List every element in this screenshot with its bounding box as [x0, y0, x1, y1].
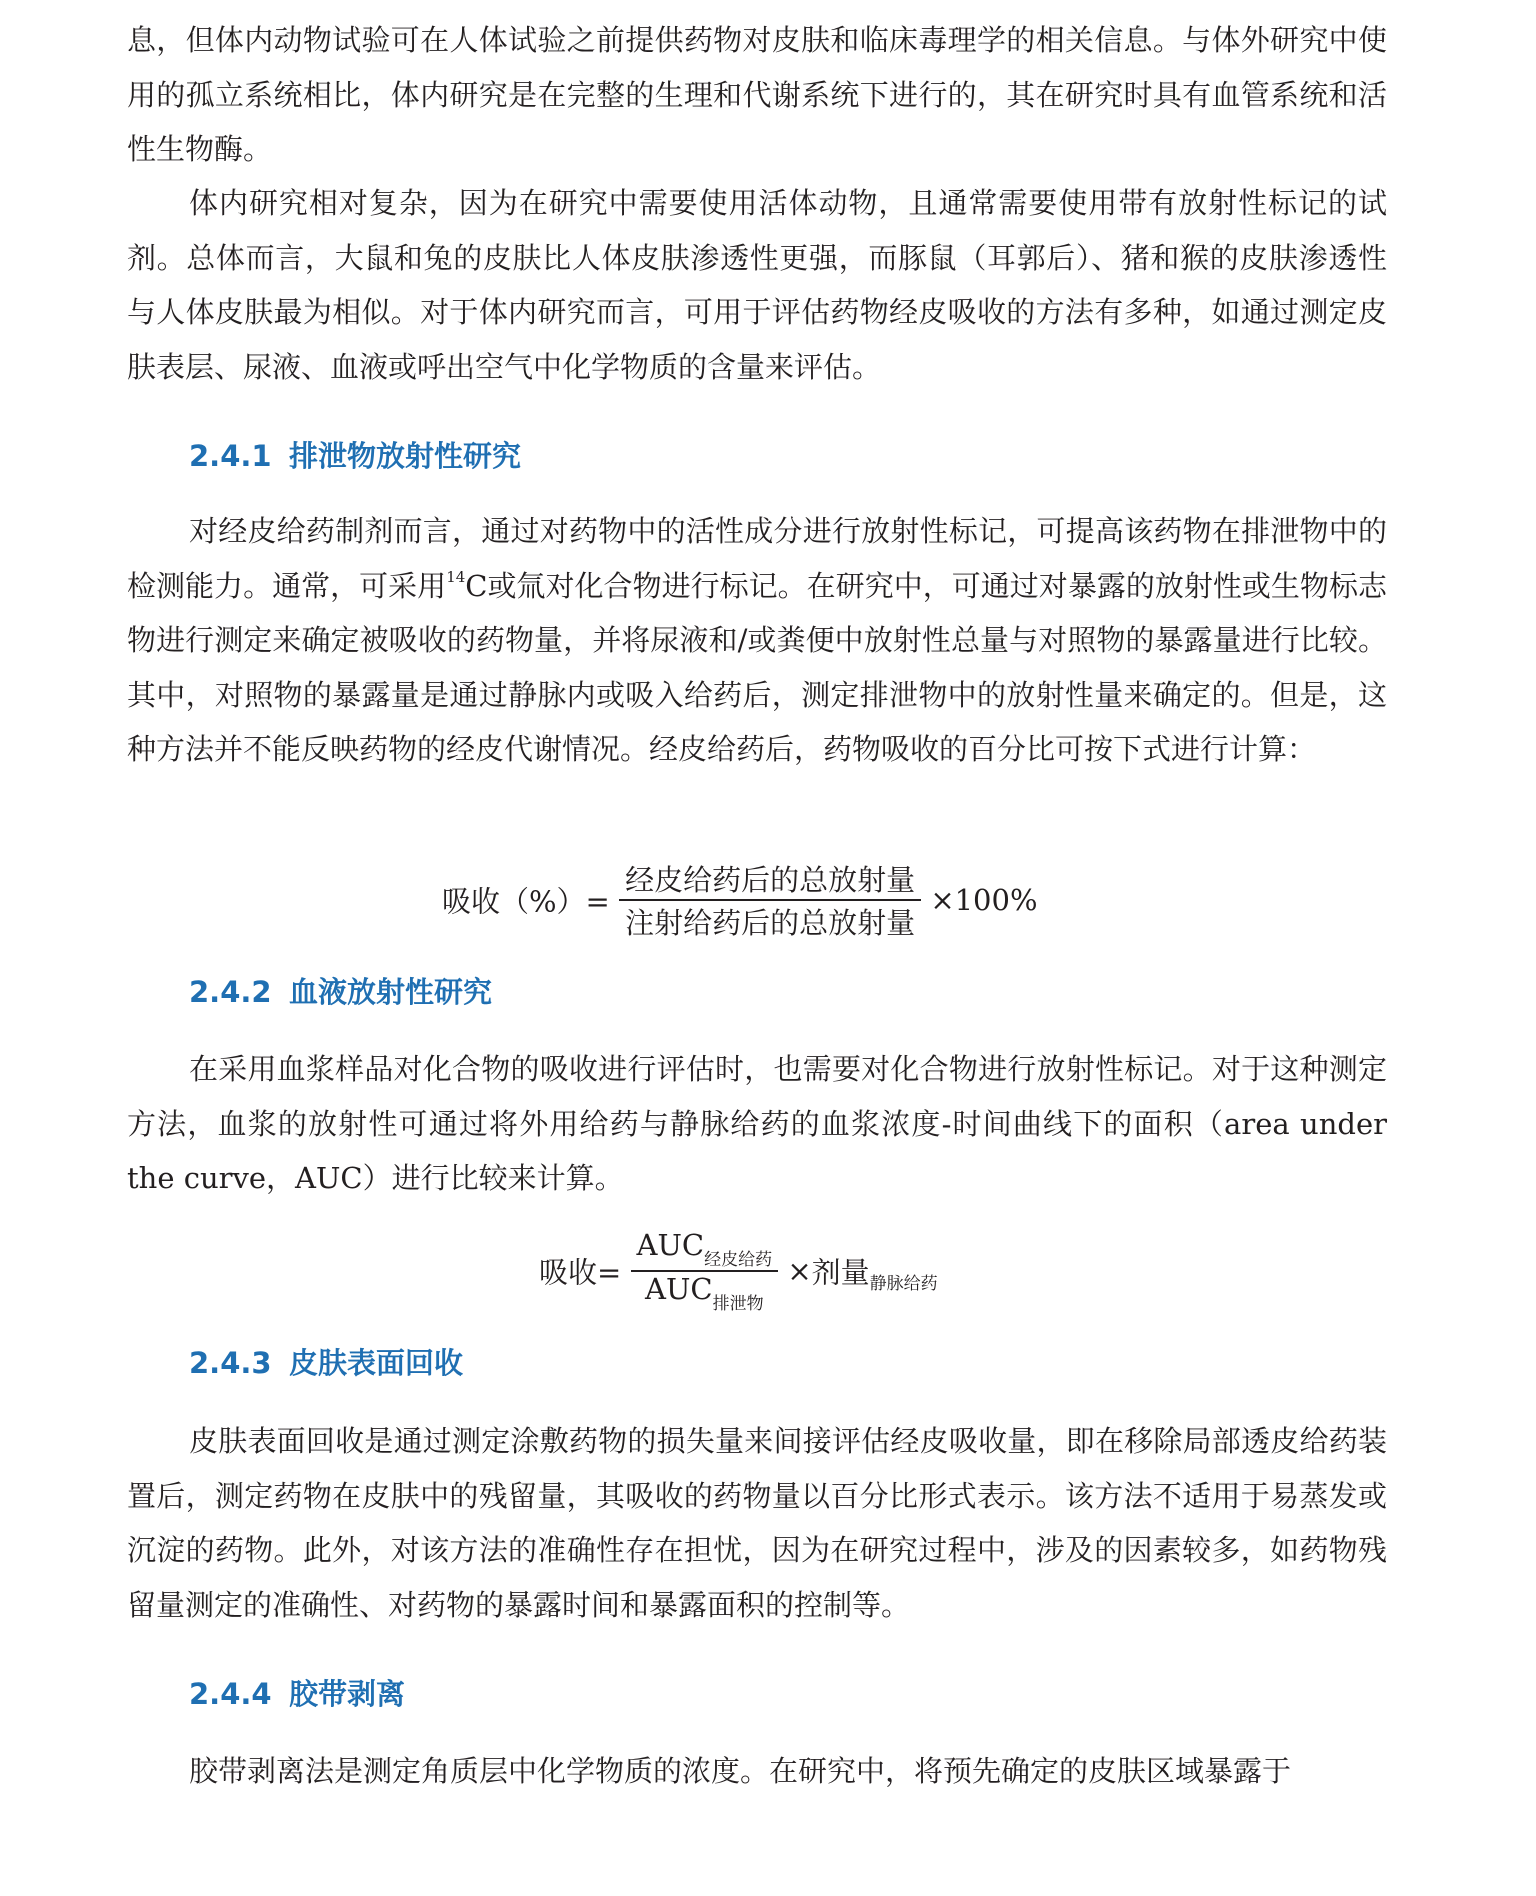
auc-label: AUC — [636, 1228, 705, 1262]
section-number: 2.4.4 — [189, 1677, 272, 1711]
paragraph-blood: 在采用血浆样品对化合物的吸收进行评估时，也需要对化合物进行放射性标记。对于这种测定方法，血浆的放射性可通过将外用给药与静脉给药的血浆浓度-时间曲线下的面积（area under the curve，AUC）进行比较来计算。 — [127, 1052, 1387, 1195]
section-number: 2.4.1 — [189, 439, 272, 473]
section-heading-2-4-3 — [127, 1343, 463, 1383]
paragraph-excreta — [127, 504, 1387, 777]
formula-numerator — [631, 1228, 779, 1270]
formula-fraction — [619, 858, 921, 942]
isotope-number: 14 — [446, 567, 466, 586]
formula-absorption-auc — [539, 1228, 938, 1314]
section-heading-2-4-4 — [127, 1674, 405, 1714]
section-heading-2-4-1 — [127, 436, 521, 476]
section-title: 皮肤表面回收 — [289, 1346, 464, 1380]
section-title: 胶带剥离 — [289, 1677, 406, 1711]
paragraph-intro: 息，但体内动物试验可在人体试验之前提供药物对皮肤和临床毒理学的相关信息。与体外研究中使用的孤立系统相比，体内研究是在完整的生理和代谢系统下进行的，其在研究时具有血管系统和活性生物酶。 — [127, 23, 1387, 166]
section-number: 2.4.2 — [189, 975, 272, 1009]
formula-lhs: 吸收= — [539, 1255, 622, 1290]
section-title: 排泄物放射性研究 — [289, 439, 522, 473]
paragraph-tape-stripping: 胶带剥离法是测定角质层中化学物质的浓度。在研究中，将预先确定的皮肤区域暴露于 — [189, 1754, 1292, 1788]
section-number: 2.4.3 — [189, 1346, 272, 1380]
formula-lhs: 吸收（%）= — [442, 884, 610, 919]
formula-factor: ×100% — [930, 883, 1038, 917]
formula-dose: 剂量 — [811, 1255, 870, 1290]
formula-times: × — [787, 1254, 812, 1288]
text-run: 对经皮给药制剂而言，通过对药物中的活性成分进行放射性标记，可提高该药物在排泄物中的检测能力。通常，可采用 — [127, 514, 1387, 603]
auc-label: AUC — [645, 1272, 713, 1306]
formula-fraction — [631, 1228, 779, 1314]
formula-numerator: 经皮给药后的总放射量 — [625, 863, 916, 897]
paragraph-in-vivo: 体内研究相对复杂，因为在研究中需要使用活体动物，且通常需要使用带有放射性标记的试剂。总体而言，大鼠和兔的皮肤比人体皮肤渗透性更强，而豚鼠（耳郭后）、猪和猴的皮肤渗透性与人体皮肤最为相似。对于体内研究而言，可用于评估药物经皮吸收的方法有多种，如通过测定皮肤表层、尿液、血液或呼出空气中化学物质的含量来评估。 — [127, 186, 1387, 384]
auc-subscript: 经皮给药 — [704, 1250, 773, 1270]
text-run: C或氚对化合物进行标记。在研究中，可通过对暴露的放射性或生物标志物进行测定来确定被吸收的药物量，并将尿液和/或粪便中放射性总量与对照物的暴露量进行比较。其中，对照物的暴露量是通过静脉内或吸入给药后，测定排泄物中的放射性量来确定的。但是，这种方法并不能反映药物的经皮代谢情况。经皮给药后，药物吸收的百分比可按下式进行计算： — [127, 568, 1387, 766]
formula-denominator — [631, 1272, 779, 1314]
auc-subscript: 排泄物 — [712, 1294, 764, 1314]
paragraph-skin-surface: 皮肤表面回收是通过测定涂敷药物的损失量来间接评估经皮吸收量，即在移除局部透皮给药装置后，测定药物在皮肤中的残留量，其吸收的药物量以百分比形式表示。该方法不适用于易蒸发或沉淀的药物。此外，对该方法的准确性存在担忧，因为在研究过程中，涉及的因素较多，如药物残留量测定的准确性、对药物的暴露时间和暴露面积的控制等。 — [127, 1424, 1387, 1622]
formula-absorption-percent — [442, 858, 1038, 942]
section-title: 血液放射性研究 — [289, 975, 493, 1009]
section-heading-2-4-2 — [127, 972, 492, 1012]
formula-denominator: 注射给药后的总放射量 — [625, 906, 916, 940]
dose-subscript: 静脉给药 — [869, 1274, 938, 1294]
